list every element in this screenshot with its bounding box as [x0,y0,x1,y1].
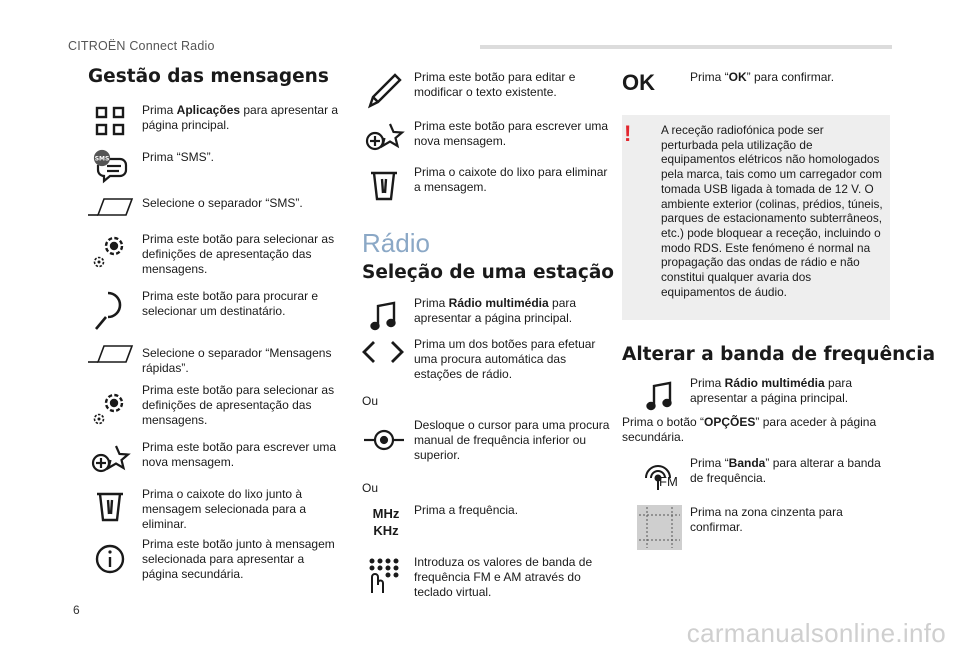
fm-label: FM [659,474,678,489]
or-label: Ou [362,481,379,495]
item-delete-text: Prima o caixote do lixo para eliminar a mensagem. [414,165,608,194]
item-tab-quick-text: Selecione o separador “Mensagens rápidas”. [142,346,332,375]
item-radio-text: Prima Rádio multimédia para apresentar a página principal. [414,296,577,325]
trash-icon [364,165,404,205]
item-radio-2-text: Prima Rádio multimédia para apresentar a página principal. [690,376,853,405]
item-display-settings-2-text: Prima este botão para selecionar as definições de apresentação das mensagens. [142,383,335,427]
item-frequency-text: Prima a frequência. [414,503,519,517]
music-note-icon [640,376,680,416]
mhz-label: MHz [372,506,400,521]
item-new-message-2-text: Prima este botão para escrever uma nova mensagem. [414,119,609,148]
item-manual-tune-text: Desloque o cursor para uma procura manual de frequência inferior ou superior. [414,418,610,462]
item-band-text: Prima “Banda” para alterar a banda de frequência. [690,456,881,485]
settings-gear-icon [90,387,130,427]
ok-icon: OK [622,70,655,95]
watermark: carmanualsonline.info [686,618,946,648]
item-keypad-text: Introduza os valores de banda de frequência FM e AM através do teclado virtual. [414,555,593,599]
warning-note-text: A receção radiofónica pode ser perturbada pela utilização de equipamentos elétricos não homologados pela marca, tais como um carregador com tomada USB ligada à tomada de 12 V. O ambiente exterior (colinas, prédios, túneis, parques de estacionamento subterrâneos, etc.) pode bloquear a receção, incluindo o modo RDS. Este fenómeno é normal na propagação das ondas de rádio e não constitui qualquer avaria dos equipamentos de áudio. [661,123,883,299]
item-delete-selected-text: Prima o caixote do lixo junto à mensagem selecionada para a eliminar. [142,487,307,531]
page-number: 6 [73,603,80,617]
item-tab-sms-text: Selecione o separador “SMS”. [142,196,303,210]
section-title-radio: Rádio [362,228,430,258]
heading-message-management: Gestão das mensagens [88,66,329,87]
item-edit-text: Prima este botão para editar e modificar o texto existente. [414,70,576,99]
item-sms-text: Prima “SMS”. [142,150,214,164]
frequency-unit-icon [368,505,404,539]
add-favourite-icon [364,118,404,158]
info-icon [90,539,130,579]
item-seek-text: Prima um dos botões para efetuar uma procura automática das estações de rádio. [414,337,596,381]
header-bar [480,45,892,49]
tuning-cursor-icon [364,420,404,460]
settings-gear-icon [90,230,130,270]
item-apps-text: Prima Aplicações para apresentar a página principal. [142,103,339,132]
pencil-icon [364,70,404,110]
item-new-message-text: Prima este botão para escrever uma nova mensagem. [142,440,337,469]
khz-label: KHz [373,523,399,538]
warning-icon: ! [624,121,632,146]
search-icon [90,289,130,329]
keypad-icon [364,555,404,595]
options-text: Prima o botão “OPÇÕES” para aceder à página secundária. [622,415,877,444]
add-favourite-icon [90,440,130,480]
grey-zone-icon [637,505,682,550]
apps-grid-icon [90,101,130,141]
warning-note [622,115,890,320]
item-ok-text: Prima “OK” para confirmar. [690,70,835,84]
or-label: Ou [362,394,379,408]
trash-icon [90,486,130,526]
svg-text:SMS: SMS [94,155,110,163]
tab-icon [90,334,130,374]
item-grey-zone-text: Prima na zona cinzenta para confirmar. [690,505,843,534]
chevron-left-right-icon [360,336,406,376]
item-search-text: Prima este botão para procurar e selecionar um destinatário. [142,289,319,318]
music-note-icon [364,296,404,336]
heading-station-selection: Seleção de uma estação [362,262,615,283]
item-display-settings-text: Prima este botão para selecionar as definições de apresentação das mensagens. [142,232,335,276]
running-header: CITROËN Connect Radio [68,39,215,53]
tab-icon [90,187,130,227]
heading-change-band: Alterar a banda de frequência [622,344,936,365]
sms-icon [90,147,130,187]
item-info-text: Prima este botão junto à mensagem selecionada para apresentar a página secundária. [142,537,335,581]
